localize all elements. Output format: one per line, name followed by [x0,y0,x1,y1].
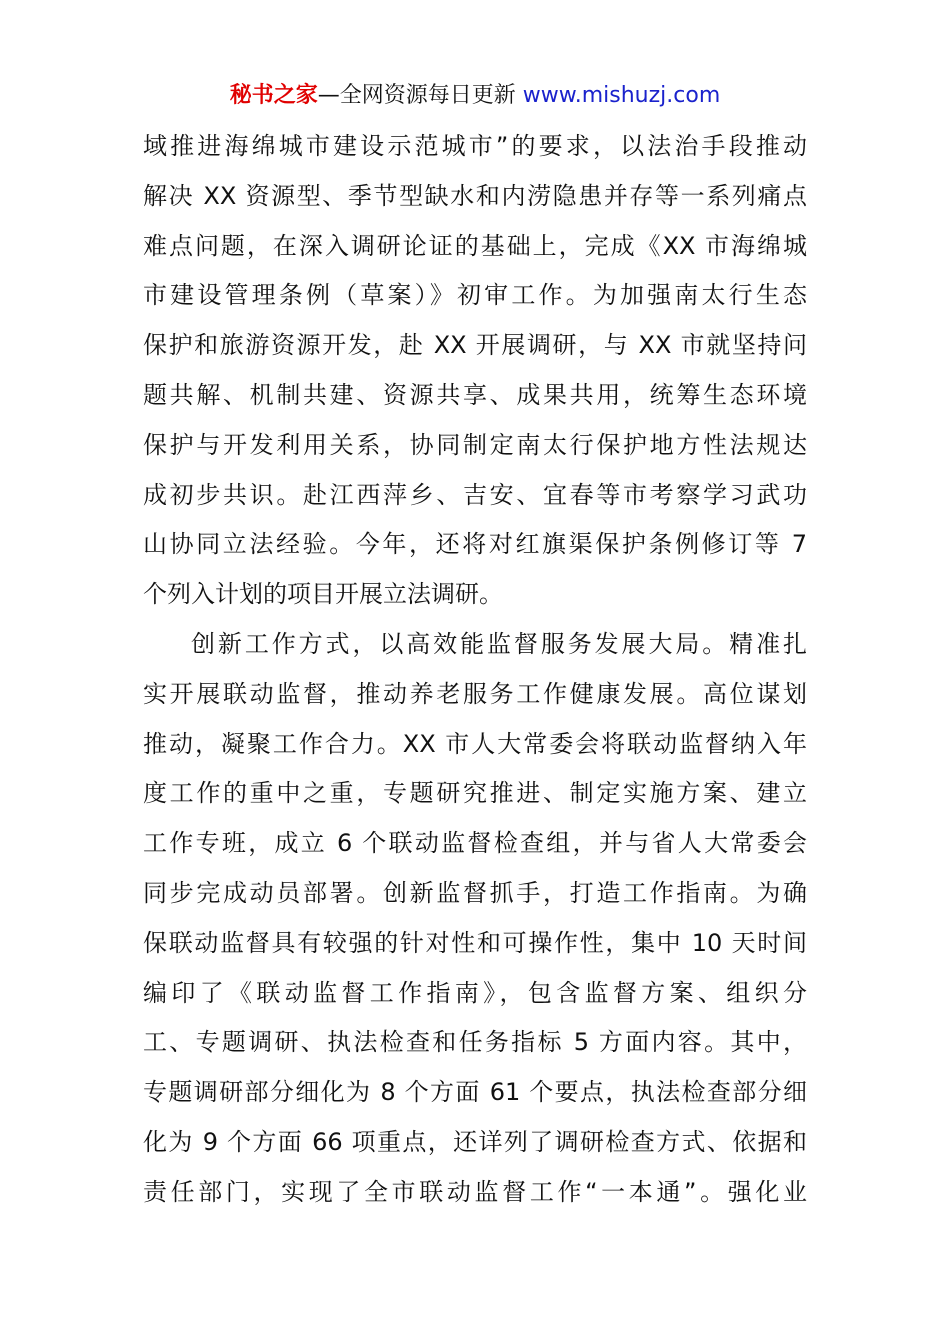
header-url-link[interactable]: www.mishuzj.com [522,83,721,108]
text-line: 工、专题调研、执法检查和任务指标 5 方面内容。其中， [143,1028,807,1057]
text-line: 推动，凝聚工作合力。XX 市人大常委会将联动监督纳入年 [143,729,807,758]
text-line: 保护与开发利用关系，协同制定南太行保护地方性法规达 [143,430,807,459]
text-line: 成初步共识。赴江西萍乡、吉安、宜春等市考察学习武功 [143,480,807,509]
text-line: 保联动监督具有较强的针对性和可操作性，集中 10 天时间 [143,928,807,957]
header-brand: 秘书之家 [229,83,318,108]
text-line: 个列入计划的项目开展立法调研。 [143,580,503,609]
text-line: 工作专班，成立 6 个联动监督检查组，并与省人大常委会 [143,829,807,858]
text-line: 同步完成动员部署。创新监督抓手，打造工作指南。为确 [143,878,807,907]
text-line: 域推进海绵城市建设示范城市”的要求，以法治手段推动 [143,132,807,160]
text-line: 化为 9 个方面 66 项重点，还详列了调研检查方式、依据和 [143,1127,807,1156]
text-line: 实开展联动监督，推动养老服务工作健康发展。高位谋划 [143,679,807,708]
text-line: 创新工作方式，以高效能监督服务发展大局。精准扎 [191,629,807,658]
text-line: 责任部门，实现了全市联动监督工作“一本通”。强化业 [143,1177,807,1206]
text-line: 题共解、机制共建、资源共享、成果共用，统筹生态环境 [143,380,807,409]
text-line: 度工作的重中之重，专题研究推进、制定实施方案、建立 [143,779,807,808]
body-text [143,122,807,1218]
text-line: 编印了《联动监督工作指南》，包含监督方案、组织分 [143,978,807,1007]
header-slogan: —全网资源每日更新 [317,83,523,108]
text-line: 保护和旅游资源开发，赴 XX 开展调研，与 XX 市就坚持问 [143,331,807,360]
text-line: 难点问题，在深入调研论证的基础上，完成《XX 市海绵城 [143,231,807,260]
text-line: 山协同立法经验。今年，还将对红旗渠保护条例修订等 7 [143,530,807,559]
page-header [0,80,950,112]
text-line: 市建设管理条例（草案）》初审工作。为加强南太行生态 [143,281,807,310]
text-line: 解决 XX 资源型、季节型缺水和内涝隐患并存等一系列痛点 [143,181,807,210]
text-line: 专题调研部分细化为 8 个方面 61 个要点，执法检查部分细 [143,1078,807,1107]
